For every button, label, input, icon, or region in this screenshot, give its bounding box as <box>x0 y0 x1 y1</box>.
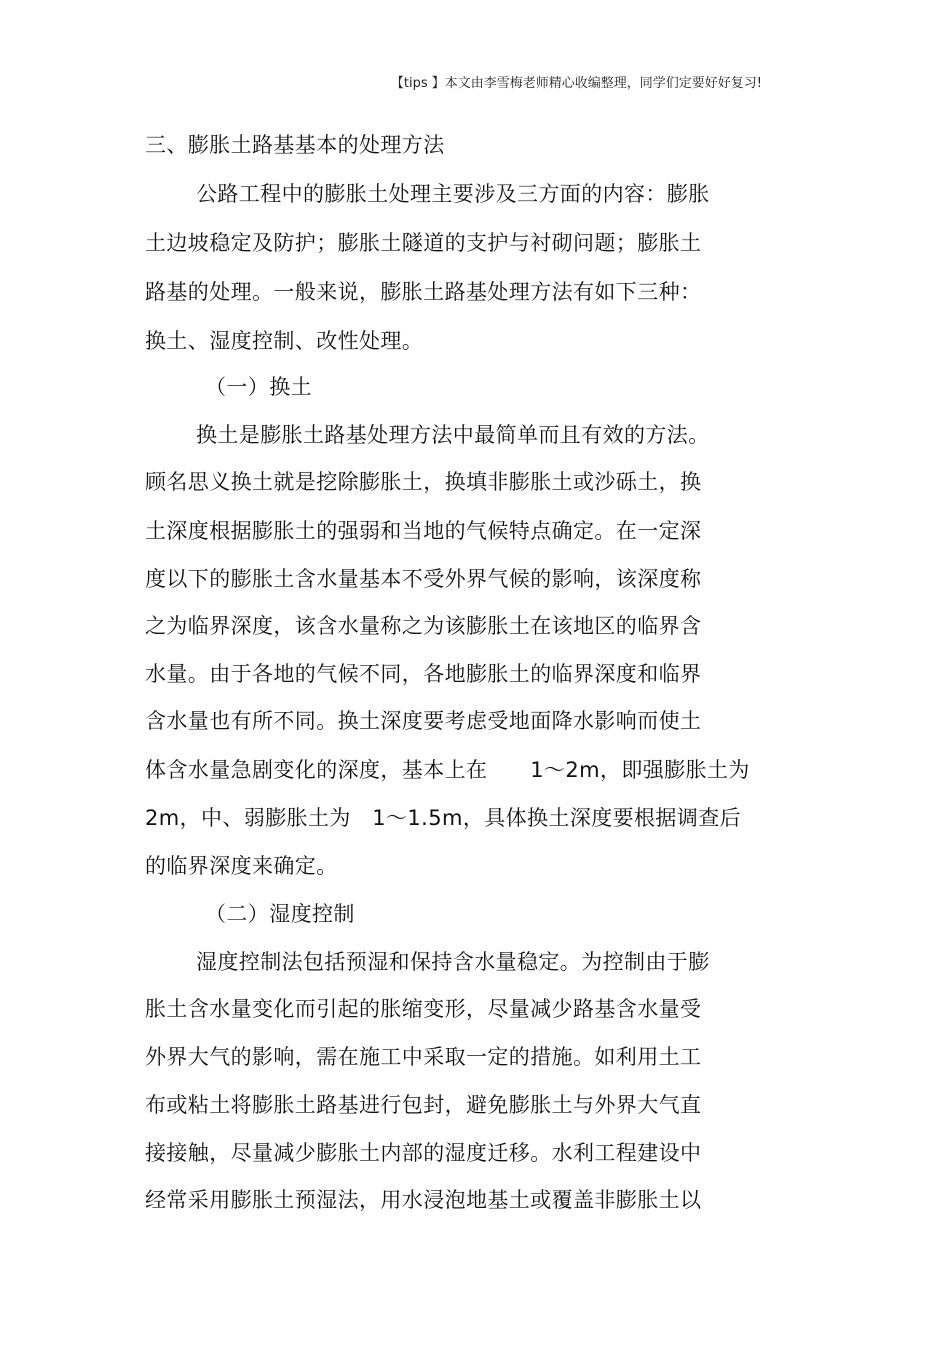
paragraph-line: 换土是膨胀土路基处理方法中最简单而且有效的方法。 <box>196 423 710 447</box>
paragraph-line: 湿度控制法包括预湿和保持含水量稳定。为控制由于膨 <box>196 950 710 974</box>
paragraph-line: 土边坡稳定及防护；膨胀土隧道的支护与衬砌问题；膨胀土 <box>145 231 702 255</box>
paragraph-line: 之为临界深度，该含水量称之为该膨胀土在该地区的临界含 <box>145 614 702 638</box>
header-tip: 【tips 】本文由李雪梅老师精心收编整理，同学们定要好好复习! <box>390 76 762 91</box>
paragraph-line: 胀土含水量变化而引起的胀缩变形，尽量减少路基含水量受 <box>145 997 702 1021</box>
paragraph-line: 顾名思义换土就是挖除膨胀土，换填非膨胀土或沙砾土，换 <box>145 470 702 494</box>
paragraph-line: 接接触，尽量减少膨胀土内部的湿度迁移。水利工程建设中 <box>145 1141 702 1165</box>
paragraph-line: 公路工程中的膨胀土处理主要涉及三方面的内容：膨胀 <box>196 182 710 206</box>
paragraph-line: 布或粘土将膨胀土路基进行包封，避免膨胀土与外界大气直 <box>145 1093 702 1117</box>
paragraph-line: 土深度根据膨胀土的强弱和当地的气候特点确定。在一定深 <box>145 519 702 543</box>
paragraph-line: 经常采用膨胀土预湿法，用水浸泡地基土或覆盖非膨胀土以 <box>145 1188 702 1212</box>
paragraph-line: 的临界深度来确定。 <box>145 854 338 878</box>
subsection-heading: （二）湿度控制 <box>205 902 355 926</box>
section-heading: 三、膨胀土路基基本的处理方法 <box>145 133 445 157</box>
paragraph-line: 体含水量急剧变化的深度，基本上在 1～2m，即强膨胀土为 <box>145 758 750 782</box>
paragraph-line: 含水量也有所不同。换土深度要考虑受地面降水影响而使土 <box>145 709 702 733</box>
paragraph-line: 路基的处理。一般来说，膨胀土路基处理方法有如下三种： <box>145 280 702 304</box>
paragraph-line: 换土、湿度控制、改性处理。 <box>145 329 424 353</box>
paragraph-line: 度以下的膨胀土含水量基本不受外界气候的影响，该深度称 <box>145 567 702 591</box>
paragraph-line: 2m，中、弱膨胀土为 1～1.5m，具体换土深度要根据调查后 <box>145 806 742 830</box>
paragraph-line: 水量。由于各地的气候不同，各地膨胀土的临界深度和临界 <box>145 662 702 686</box>
paragraph-line: 外界大气的影响，需在施工中采取一定的措施。如利用土工 <box>145 1045 702 1069</box>
subsection-heading: （一）换土 <box>205 375 312 399</box>
